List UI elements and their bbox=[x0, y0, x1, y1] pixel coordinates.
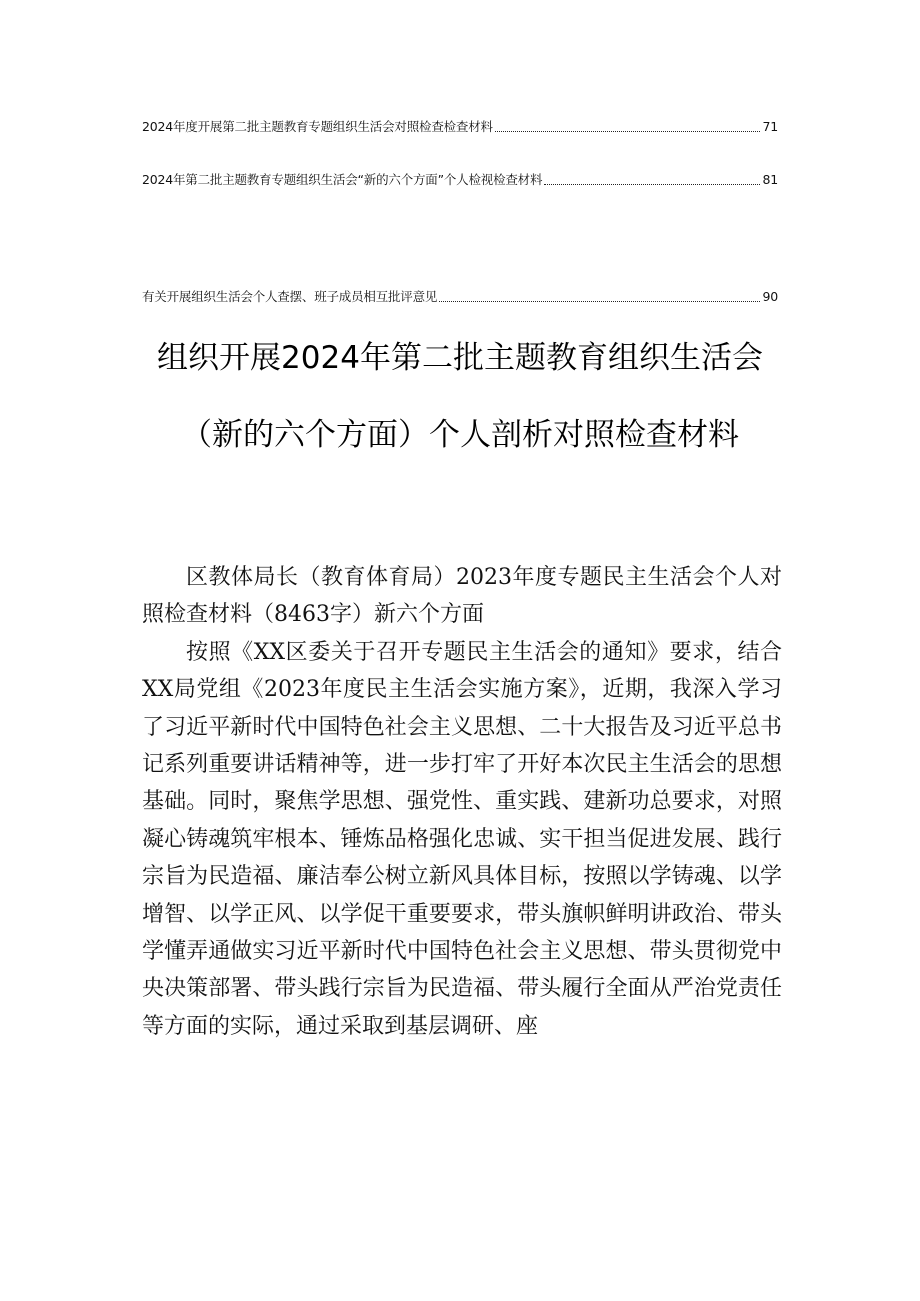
toc-entry[interactable] bbox=[142, 285, 778, 305]
toc-entry-title: 有关开展组织生活会个人查摆、班子成员相互批评意见 bbox=[142, 289, 438, 304]
toc-leader-dots bbox=[495, 128, 761, 132]
toc-entry-title: 2024年第二批主题教育专题组织生活会“新的六个方面”个人检视检查材料 bbox=[142, 172, 543, 187]
document-title-line-1: 组织开展2024年第二批主题教育组织生活会 bbox=[157, 340, 763, 376]
toc-entry-page: 71 bbox=[762, 119, 778, 134]
toc-leader-dots bbox=[544, 181, 760, 185]
document-title-line-2: （新的六个方面）个人剖析对照检查材料 bbox=[181, 417, 739, 453]
body-paragraph: 按照《XX区委关于召开专题民主生活会的通知》要求，结合XX局党组《2023年度民主生活会实施方案》，近期，我深入学习了习近平新时代中国特色社会主义思想、二十大报告及习近平总书记系列重要讲话精神等，进一步打牢了开好本次民主生活会的思想基础。同时，聚焦学思想、强党性、重实践、建新功总要求，对照凝心铸魂筑牢根本、锤炼品格强化忠诚、实干担当促进发展、践行宗旨为民造福、廉洁奉公树立新风具体目标，按照以学铸魂、以学增智、以学正风、以学促干重要要求，带头旗帜鲜明讲政治、带头学懂弄通做实习近平新时代中国特色社会主义思想、带头贯彻党中央决策部署、带头践行宗旨为民造福、带头履行全面从严治党责任等方面的实际，通过采取到基层调研、座 bbox=[142, 639, 782, 1039]
toc-entry[interactable] bbox=[142, 168, 778, 188]
toc-entry-title: 2024年度开展第二批主题教育专题组织生活会对照检查检查材料 bbox=[142, 119, 493, 134]
toc-entry-page: 90 bbox=[762, 289, 778, 304]
toc-entry-page: 81 bbox=[762, 172, 778, 187]
document-body bbox=[142, 559, 782, 1045]
toc-entry[interactable] bbox=[142, 115, 778, 135]
toc-leader-dots bbox=[439, 298, 760, 302]
body-paragraph: 区教体局长（教育体育局）2023年度专题民主生活会个人对照检查材料（8463字）新六个方面 bbox=[142, 565, 782, 628]
